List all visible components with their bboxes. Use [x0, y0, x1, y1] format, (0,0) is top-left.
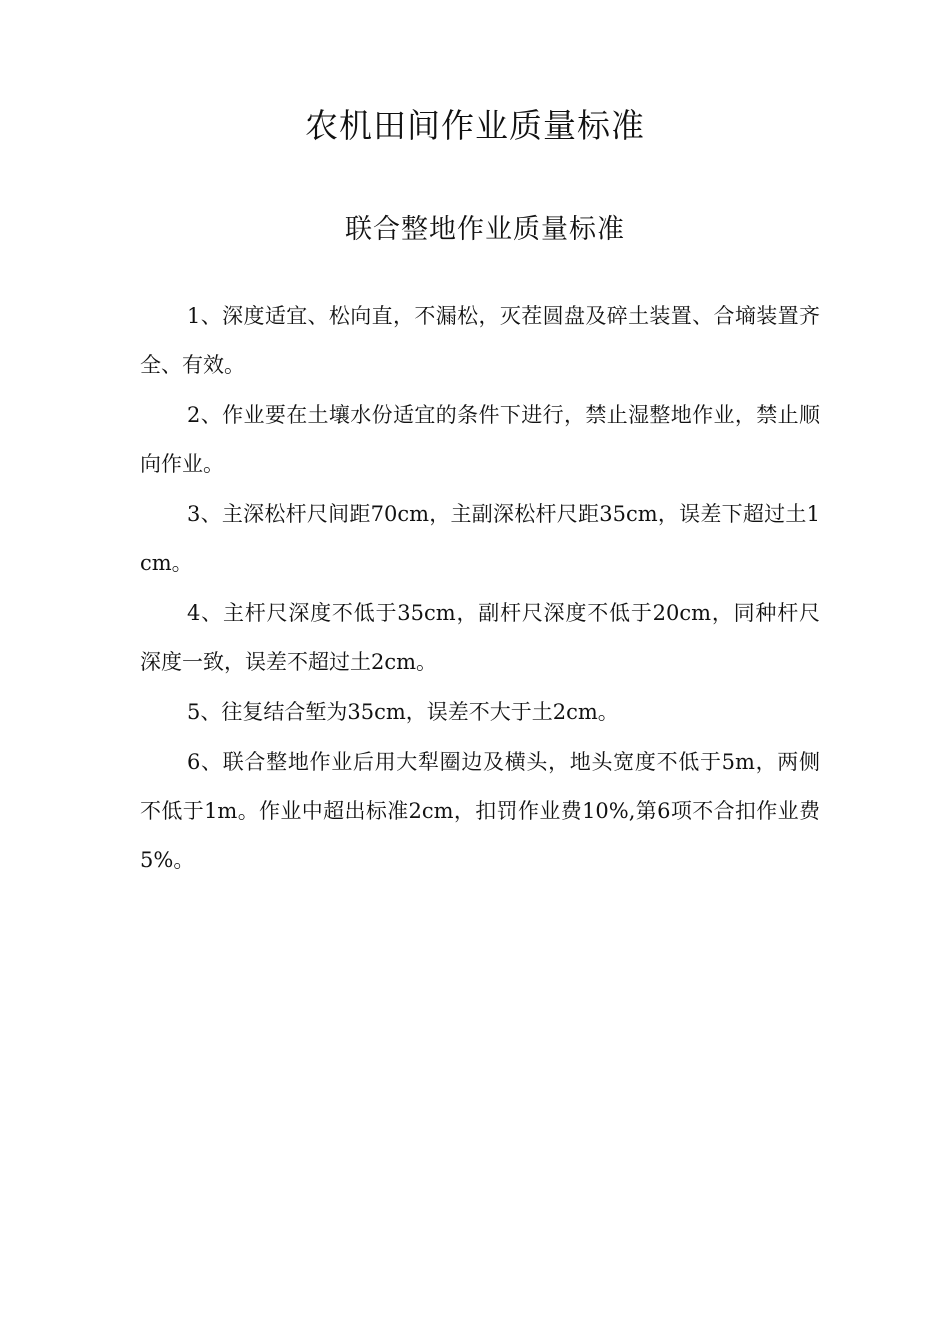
standard-item-3: 3、主深松杆尺间距70cm，主副深松杆尺距35cm，误差下超过土1cm。: [140, 502, 820, 575]
standard-item-5: 5、往复结合堑为35cm，误差不大于土2cm。: [187, 700, 619, 724]
standard-item-2: 2、作业要在土壤水份适宜的条件下进行，禁止湿整地作业，禁止顺向作业。: [140, 403, 820, 476]
standards-list: [140, 292, 820, 886]
standard-item-1: 1、深度适宜、松向直，不漏松，灭茬圆盘及碎土装置、合墒装置齐全、有效。: [140, 304, 820, 377]
document-subtitle: 联合整地作业质量标准: [345, 214, 625, 245]
standard-item-6: 6、联合整地作业后用大犁圈边及横头，地头宽度不低于5m，两侧不低于1m。作业中超出标准2cm，扣罚作业费10%,第6项不合扣作业费5%。: [140, 750, 820, 872]
document-title: 农机田间作业质量标准: [305, 106, 645, 145]
standard-item-4: 4、主杆尺深度不低于35cm，副杆尺深度不低于20cm，同种杆尺深度一致，误差不超过土2cm。: [140, 601, 820, 674]
